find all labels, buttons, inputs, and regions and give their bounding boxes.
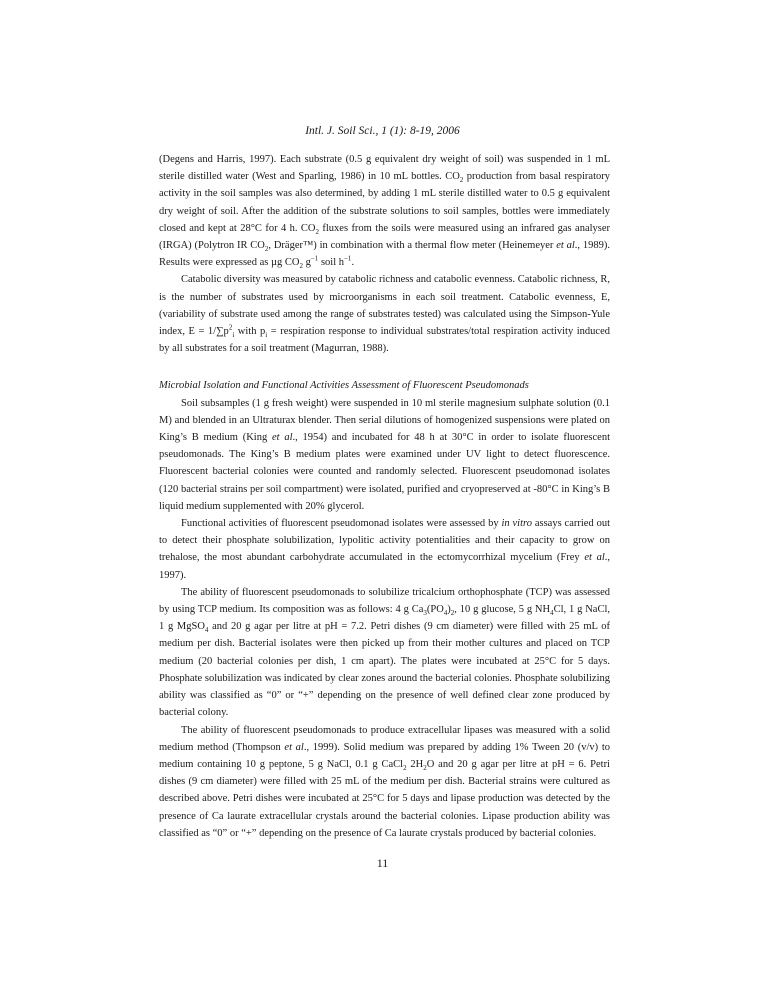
paragraph-2: Catabolic diversity was measured by catabolic richness and catabolic evenness. Catabolic richness, R, is the number of substrates used by microorganisms in each soil treatment. Catabolic evenness, E, (variability of substrate used among the range of substrates tested) was calculated using the Simpson-Yule index, $E = 1/\sum p^2_i$ with $p_i$ = respiration response to individual substrates/total respiration activity induced by all substrates for a soil treatment (Magurran, 1988). xyxy=(159,274,610,355)
paragraph-4: Functional activities of fluorescent pseudomonad isolates were assessed by in vitro assays carried out to detect their phosphate solubilization, lypolitic activity potentialities and their capacity to grow on trehalose, the most abundant carbohydrate accumulated in the ectomycorrhizal mycelium (Frey et al., 1997). xyxy=(159,518,611,581)
running-header: Intl. J. Soil Sci., 1 (1): 8-19, 2006 xyxy=(305,125,460,137)
section-heading: Microbial Isolation and Functional Activities Assessment of Fluorescent Pseudomonads xyxy=(159,380,529,392)
paragraph-6: The ability of fluorescent pseudomonads to produce extracellular lipases was measured with a solid medium method (Thompson et al., 1999). Solid medium was prepared by adding 1% Tween 20 (v/v) to medium containing 10 g peptone, 5 g NaCl, 0.1 g CaCl$_2$ $2H_2O$ and 20 g agar per litre at pH = 6. Petri dishes (9 cm diameter) were filled with 25 mL of the medium per dish. Bacterial strains were cultured as described above. Petri dishes were incubated at 25°C for 5 days and lipase production was detected by the presence of Ca laurate extracellular crystals around the bacterial colonies. Lipase production ability was classified as “0” or “+” depending on the presence of Ca laurate crystals produced by bacterial colonies. xyxy=(159,724,610,839)
page-number: 11 xyxy=(376,856,389,870)
paragraph-5: The ability of fluorescent pseudomonads to solubilize tricalcium orthophosphate (TCP) was assessed by using TCP medium. Its composition was as follows: 4 g $Ca_3(PO_4)_2$, 10 g glucose, 5 g $NH_4Cl$, 1 g NaCl, 1 g MgSO$_4$ and 20 g agar per litre at pH = 7.2. Petri dishes (9 cm diameter) were filled with 25 mL of medium per dish. Bacterial isolates were then picked up from their mother cultures and placed on TCP medium (20 bacterial colonies per dish, 1 cm apart). The plates were incubated at 25°C for 5 days. Phosphate solubilization was indicated by clear zones around the bacterial colonies. Phosphate solubilizing ability was classified as “0” or “+” depending on the presence of well defined clear zone produced by bacterial colony. xyxy=(159,586,610,719)
paragraph-1: (Degens and Harris, 1997). Each substrate (0.5 g equivalent dry weight of soil) was suspended in 1 mL sterile distilled water (West and Sparling, 1986) in 10 mL bottles. $CO_2$ production from basal respiratory activity in the soil samples was also determined, by adding 1 mL sterile distilled water to 0.5 g equivalent dry weight of soil. After the addition of the substrate solutions to soil samples, bottles were immediately closed and kept at 28°C for 4 h. $CO_2$ fluxes from the soils were measured using an infrared gas analyser (IRGA) (Polytron IR $CO_2$, Dräger™) in combination with a thermal flow meter (Heinemeyer et al., 1989). Results were expressed as µg $CO_2$ $g^{-1}$ soil $h^{-1}$. xyxy=(159,154,611,271)
paragraph-3: Soil subsamples (1 g fresh weight) were suspended in 10 ml sterile magnesium sulphate solution (0.1 M) and blended in an Ultraturax blender. Then serial dilutions of homogenized suspensions were plated on King’s B medium (King et al., 1954) and incubated for 48 h at 30°C in order to isolate fluorescent pseudomonads. The King’s B medium plates were examined under UV light to detect fluorescence. Fluorescent bacterial colonies were counted and randomly selected. Fluorescent pseudomonad isolates (120 bacterial strains per soil compartment) were isolated, purified and cryopreserved at -80°C in King’s B liquid medium supplemented with 20% glycerol. xyxy=(159,397,610,512)
article-body xyxy=(159,151,610,842)
